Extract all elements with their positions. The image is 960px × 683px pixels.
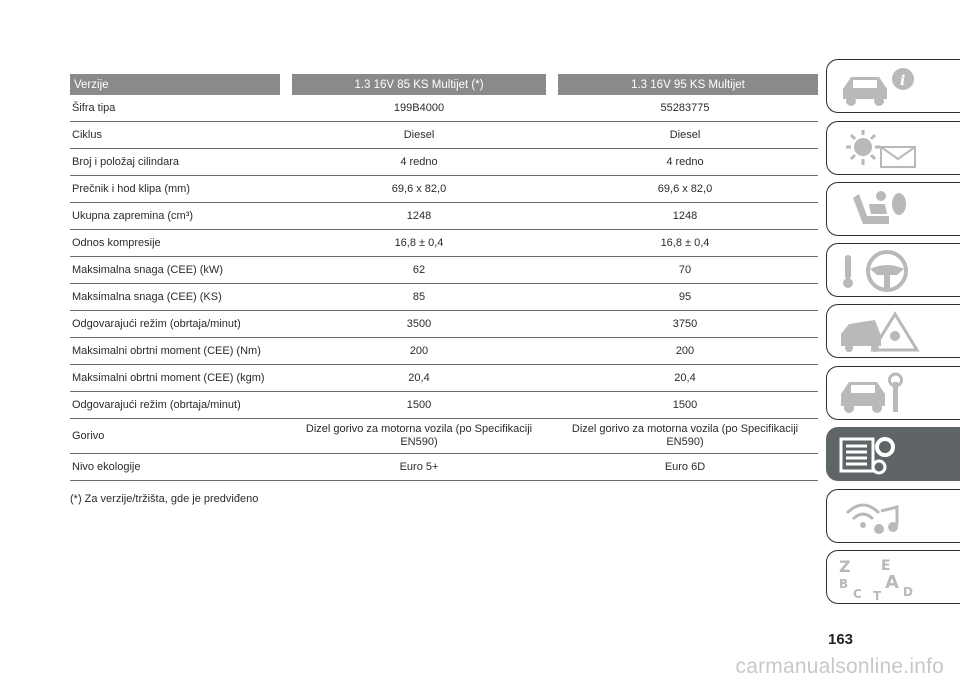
table-row [70,257,818,284]
row-label: Maksimalna snaga (CEE) (KS) [70,284,286,311]
row-value: 85 [286,284,552,311]
row-value: 95 [552,284,818,311]
tab-car-info[interactable] [826,59,960,113]
svg-text:A: A [885,572,899,593]
svg-text:D: D [903,585,913,599]
row-value: 1500 [552,392,818,419]
row-value: 4 redno [552,149,818,176]
row-value: Diesel [286,122,552,149]
row-value: 3500 [286,311,552,338]
row-value: Diesel [552,122,818,149]
row-value: 55283775 [552,95,818,122]
table-row [70,419,818,454]
row-value: 70 [552,257,818,284]
tab-warning-lights[interactable] [826,121,960,175]
row-label: Ciklus [70,122,286,149]
row-value: 3750 [552,311,818,338]
row-value: 4 redno [286,149,552,176]
row-label: Gorivo [70,419,286,454]
row-label: Maksimalna snaga (CEE) (kW) [70,257,286,284]
header-versions: Verzije [70,74,286,95]
row-label: Prečnik i hod klipa (mm) [70,176,286,203]
tab-starting-driving[interactable] [826,243,960,297]
row-value: Euro 6D [552,454,818,481]
row-value: Euro 5+ [286,454,552,481]
row-label: Ukupna zapremina (cm³) [70,203,286,230]
table-row [70,338,818,365]
svg-text:B: B [839,577,849,591]
table-row [70,392,818,419]
warning-lights-icon [837,127,947,171]
svg-text:C: C [853,587,862,600]
row-label: Nivo ekologije [70,454,286,481]
table-row [70,149,818,176]
table-row [70,365,818,392]
row-value: Dizel gorivo za motorna vozila (po Specifikaciji EN590) [552,419,818,454]
table-row [70,95,818,122]
tab-multimedia[interactable] [826,489,960,543]
maintenance-icon [837,372,947,416]
row-value: 200 [552,338,818,365]
row-label: Odnos kompresije [70,230,286,257]
row-label: Maksimalni obrtni moment (CEE) (Nm) [70,338,286,365]
row-value: 16,8 ± 0,4 [552,230,818,257]
table-row [70,311,818,338]
svg-text:E: E [881,558,891,574]
footnote: (*) Za verzije/tržišta, gde je predviđeno [70,493,259,505]
row-label: Odgovarajući režim (obrtaja/minut) [70,392,286,419]
table-header [70,74,818,95]
tab-emergency[interactable] [826,304,960,358]
table-row [70,122,818,149]
row-value: 1248 [552,203,818,230]
emergency-icon [837,310,947,354]
row-value: 200 [286,338,552,365]
row-value: 1248 [286,203,552,230]
table-body [70,95,818,481]
seat-airbag-icon [837,188,947,232]
row-value: 16,8 ± 0,4 [286,230,552,257]
watermark: carmanualsonline.info [735,655,944,678]
tab-maintenance[interactable] [826,366,960,420]
engine-spec-table [70,74,818,481]
multimedia-icon [837,495,947,539]
row-value: 69,6 x 82,0 [286,176,552,203]
table-row [70,284,818,311]
tab-technical-data[interactable] [826,427,960,481]
table-row [70,230,818,257]
table-row [70,454,818,481]
svg-text:Z: Z [839,557,851,576]
row-value: 20,4 [286,365,552,392]
row-label: Maksimalni obrtni moment (CEE) (kgm) [70,365,286,392]
row-label: Šifra tipa [70,95,286,122]
svg-text:i: i [900,73,906,89]
row-value: Dizel gorivo za motorna vozila (po Specifikaciji EN590) [286,419,552,454]
page-number: 163 [828,631,854,648]
row-label: Odgovarajući režim (obrtaja/minut) [70,311,286,338]
tab-index[interactable] [826,550,960,604]
technical-data-icon [837,433,947,477]
row-label: Broj i položaj cilindara [70,149,286,176]
row-value: 199B4000 [286,95,552,122]
header-version-85: 1.3 16V 85 KS Multijet (*) [286,74,552,95]
tab-safety[interactable] [826,182,960,236]
row-value: 1500 [286,392,552,419]
row-value: 62 [286,257,552,284]
row-value: 69,6 x 82,0 [552,176,818,203]
header-version-95: 1.3 16V 95 KS Multijet [552,74,818,95]
table-row [70,203,818,230]
row-value: 20,4 [552,365,818,392]
svg-text:T: T [873,589,882,600]
steering-wheel-icon [837,249,947,293]
table-row [70,176,818,203]
index-icon [837,556,947,600]
car-info-icon [837,65,947,109]
